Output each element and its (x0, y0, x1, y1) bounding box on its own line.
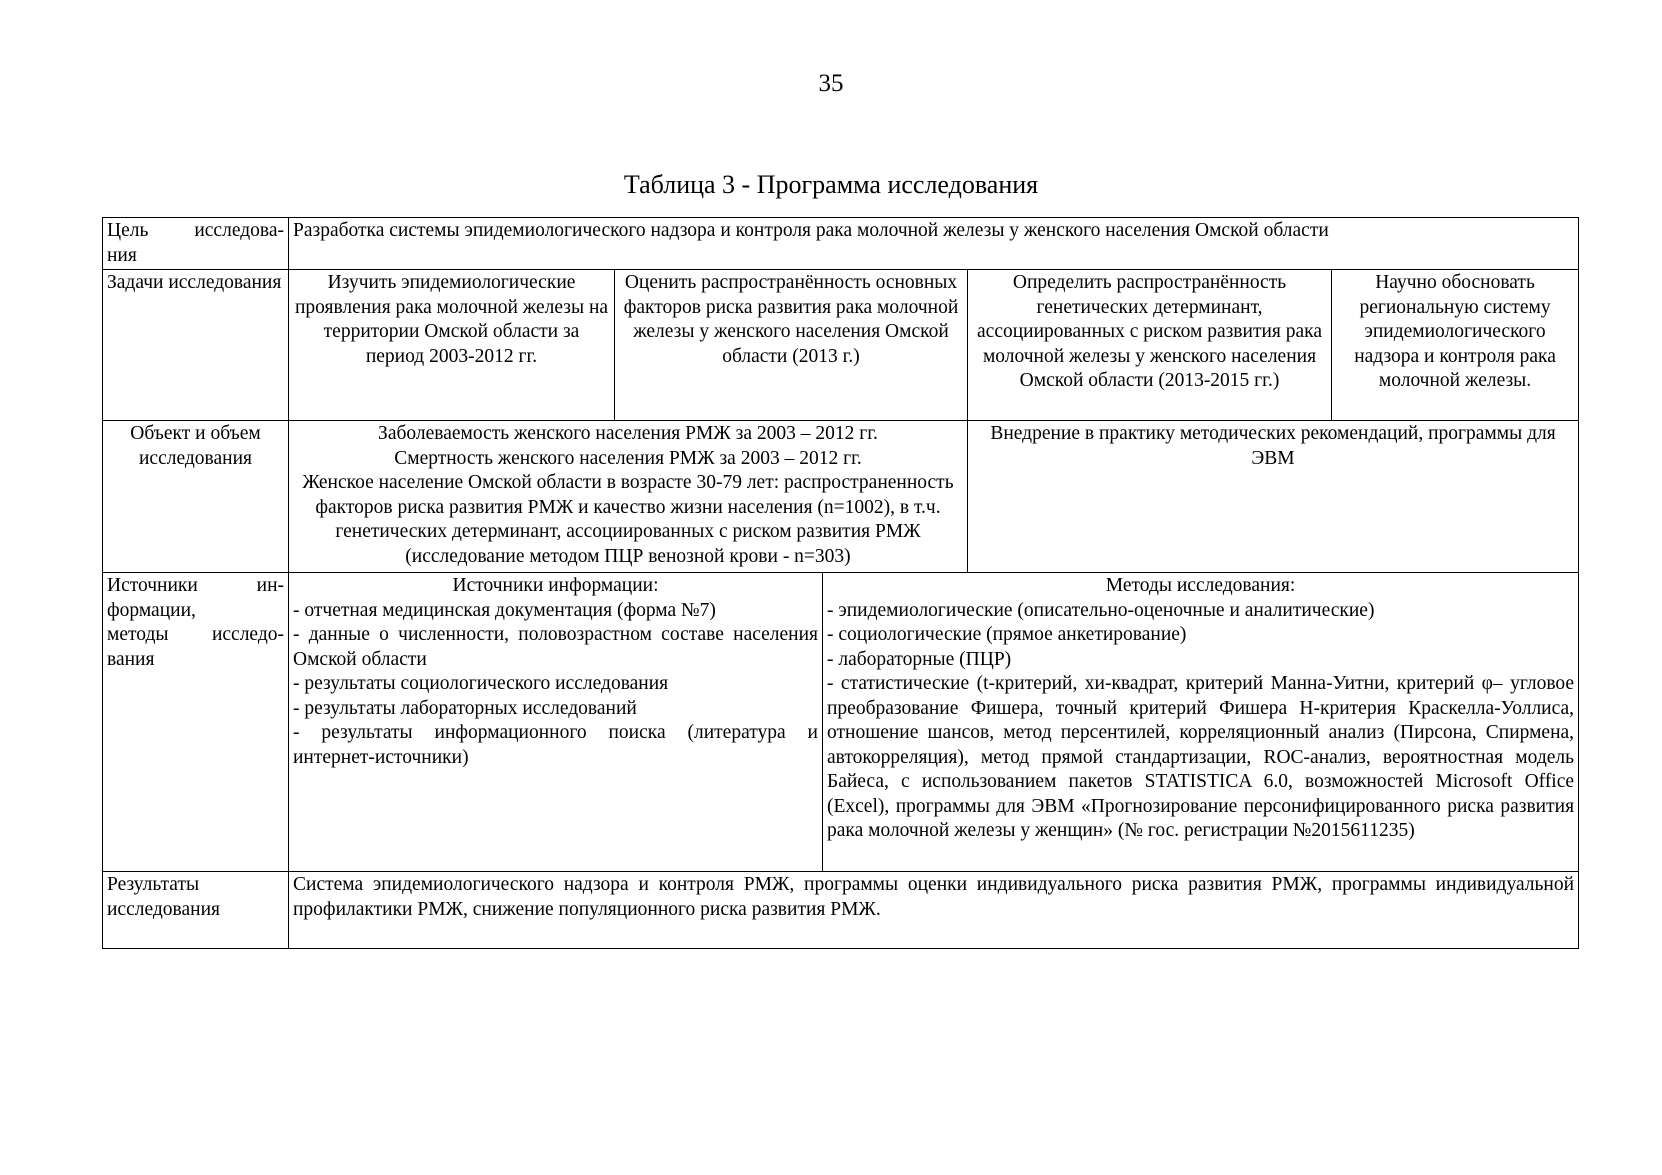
info-source-item: - результаты лабораторных исследований (293, 697, 637, 719)
row-object (103, 421, 1579, 573)
sources-label-line3: методы исследо- (107, 624, 284, 645)
info-source-item: - результаты информационного поиска (литература и интернет-источники) (293, 722, 818, 768)
info-source-item: - данные о численности, половозрастном составе населения Омской области (293, 624, 818, 670)
object-left (289, 421, 968, 573)
methods-list (827, 599, 1574, 844)
methods-cell (823, 573, 1579, 872)
object-label: Объект и объем исследования (103, 421, 289, 573)
sources-label-line1: Источники ин- (107, 575, 284, 596)
info-source-item: - результаты социологического исследования (293, 673, 669, 694)
method-item: - эпидемиологические (описательно-оценочные и аналитические) (827, 599, 1375, 621)
sources-label (103, 573, 289, 872)
methods-title: Методы исследования: (1105, 575, 1296, 596)
results-label: Результаты исследования (103, 872, 289, 949)
object-right: Внедрение в практику методических рекомендаций, программы для ЭВМ (968, 421, 1579, 573)
task-1: Изучить эпидемиологические проявления рака молочной железы на территории Омской области за период 2003-2012 гг. (289, 270, 615, 421)
goal-label (103, 218, 289, 270)
method-item: - статистические (t-критерий, хи-квадрат, критерий Манна-Уитни, критерий φ– угловое преобразование Фишера, точный критерий Фишера Н-критерия Краскелла-Уоллиса, отношение шансов, метод персентилей, корреляционный анализ (Пирсона, Спирмена, автокорреляция), метод прямой стандартизации, ROC-анализ, вероятностная модель Байеса, с использованием пакетов STATISTICA 6.0, возможностей Microsoft Office (Excel), программы для ЭВМ «Прогнозирование персонифицированного риска развития рака молочной железы у женщин» (№ гос. регистрации №2015611235) (827, 673, 1575, 841)
page-number: 35 (818, 70, 844, 97)
task-2: Оценить распространённость основных факторов риска развития рака молочной железы у женского населения Омской области (2013 г.) (615, 270, 968, 421)
goal-label-line2: ния (107, 244, 137, 266)
info-source-item: - отчетная медицинская документация (форма №7) (293, 599, 716, 621)
goal-label-line1: Цель исследова- (107, 220, 284, 241)
tasks-label: Задачи исследования (103, 270, 289, 421)
research-program-table (102, 217, 1579, 949)
object-line-mortality: Смертность женского населения РМЖ за 2003 – 2012 гг. (394, 447, 862, 469)
info-sources-title: Источники информации: (452, 575, 659, 596)
results-text: Система эпидемиологического надзора и контроля РМЖ, программы оценки индивидуального риска развития РМЖ, программы индивидуальной профилактики РМЖ, снижение популяционного риска развития РМЖ. (289, 872, 1579, 949)
info-sources-list (293, 599, 818, 771)
object-line-incidence: Заболеваемость женского населения РМЖ за 2003 – 2012 гг. (378, 423, 878, 444)
info-sources-cell (289, 573, 823, 872)
row-goal (103, 218, 1579, 270)
task-3: Определить распространённость генетических детерминант, ассоциированных с риском развития рака молочной железы у женского населения Омской области (2013-2015 гг.) (968, 270, 1332, 421)
row-results (103, 872, 1579, 949)
method-item: - лабораторные (ПЦР) (827, 648, 1012, 670)
object-line-population: Женское население Омской области в возрасте 30-79 лет: распространенность факторов риска развития РМЖ и качество жизни населения (n=1002), в т.ч. генетических детерминант, ассоциированных с риском развития РМЖ (исследование методом ПЦР венозной крови - n=303) (302, 472, 954, 567)
sources-label-line4: вания (107, 648, 155, 670)
row-tasks (103, 270, 1579, 421)
goal-text: Разработка системы эпидемиологического надзора и контроля рака молочной железы у женского населения Омской области (289, 218, 1579, 270)
table-caption: Таблица 3 - Программа исследования (623, 170, 1039, 199)
sources-label-line2: формации, (107, 599, 196, 621)
method-item: - социологические (прямое анкетирование) (827, 624, 1187, 645)
row-sources (103, 573, 1579, 872)
task-4: Научно обосновать региональную систему эпидемиологического надзора и контроля рака молочной железы. (1332, 270, 1579, 421)
